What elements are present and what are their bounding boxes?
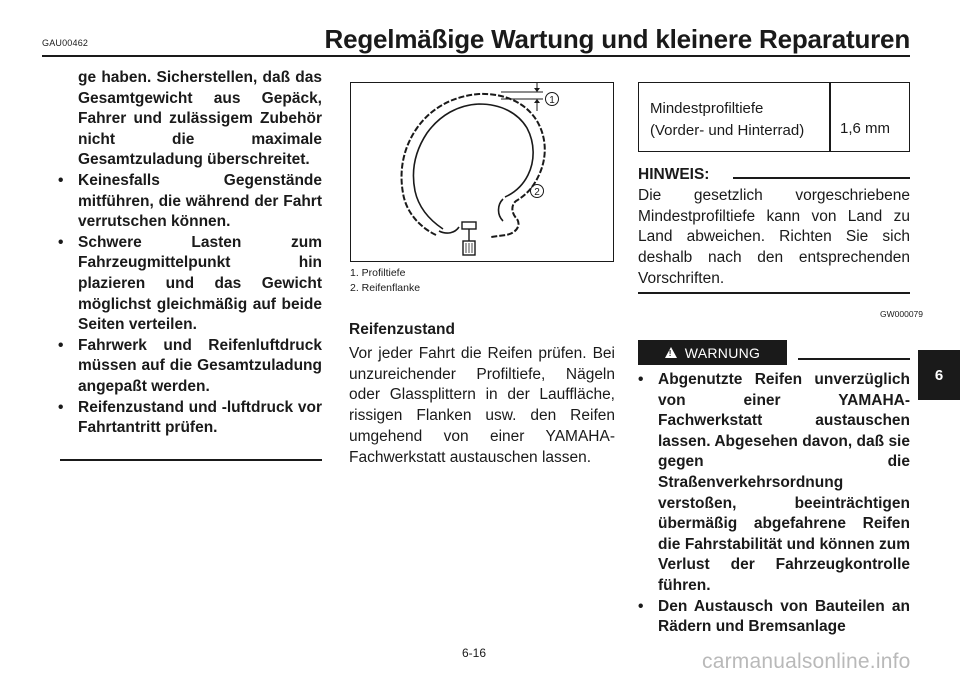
list-item [50, 398, 322, 439]
bullet-symbol: • [638, 371, 644, 388]
load-bullet-list [50, 171, 322, 439]
figure-captions [350, 266, 420, 296]
spec-table-divider [829, 82, 831, 152]
document-code: GAU00462 [42, 38, 89, 48]
list-item-text: Den Austausch von Bauteilen an Rädern und Bremsanlage [658, 597, 910, 636]
bullet-symbol: • [58, 233, 64, 251]
warning-exclamation: ! [668, 349, 672, 358]
tire-bead [439, 199, 503, 233]
note-heading: HINWEIS: [638, 166, 710, 183]
figure-caption: 2. Reifenflanke [350, 282, 421, 294]
list-item-text: Schwere Lasten zum Fahrzeugmittelpunkt hin plazieren und das Gewicht möglichst gleichmäßig auf beide Seiten verteilen. [78, 233, 322, 334]
warning-column [638, 370, 910, 638]
tire-outer-contour [402, 94, 545, 237]
list-item [50, 336, 322, 398]
callout-1-label: 1 [549, 95, 555, 106]
warning-label: WARNUNG [684, 344, 761, 361]
title-divider [42, 55, 910, 57]
note-text: Die gesetzlich vorgeschriebene Mindestprofiltiefe kann von Land zu Land abweichen. Richten Sie sich deshalb nach den entsprechenden Vorschriften. [638, 187, 910, 287]
bullet-symbol: • [58, 398, 64, 416]
tire-inner-contour [414, 104, 534, 229]
spec-label-line: (Vorder- und Hinterrad) [650, 122, 805, 139]
tire-cross-section-drawing [351, 83, 612, 260]
tire-cross-section-figure [350, 82, 614, 262]
callout-2-label: 2 [534, 187, 540, 198]
valve-base [462, 222, 476, 229]
spec-label [650, 98, 804, 142]
watermark: carmanualsonline.info [702, 650, 911, 673]
warning-triangle-icon [665, 347, 677, 358]
tire-condition-text: Vor jeder Fahrt die Reifen prüfen. Bei unzureichender Profiltiefe, Nägeln oder Glassplittern in der Lauffläche, rissigen Flanken usw. den Reifen umgehend von einer YAMAHA-Fachwerkstatt austauschen lassen. [349, 345, 615, 466]
spec-value: 1,6 mm [840, 120, 891, 137]
intro-paragraph: ge haben. Sicherstellen, daß das Gesamtgewicht aus Gepäck, Fahrer und zulässigem Zubehör nicht die maximale Gesamtzuladung überschreitet. [78, 69, 322, 169]
page-title: Regelmäßige Wartung und kleinere Reparaturen [324, 24, 910, 54]
list-item-text: Reifenzustand und -luftdruck vor Fahrtantritt prüfen. [78, 398, 322, 437]
tread-depth-arrowhead [534, 88, 540, 92]
warning-heading-rule [798, 358, 910, 360]
spec-label-line: Mindestprofiltiefe [650, 100, 764, 117]
bullet-symbol: • [58, 171, 64, 189]
list-item [50, 233, 322, 336]
chapter-tab: 6 [918, 350, 960, 400]
section-heading: Reifenzustand [349, 321, 455, 338]
note-end-divider [638, 292, 910, 294]
warning-badge [638, 340, 787, 365]
figure-caption: 1. Profiltiefe [350, 267, 406, 279]
note-heading-rule [733, 177, 910, 179]
bullet-symbol: • [638, 597, 644, 615]
list-item-text: Abgenutzte Reifen unverzüglich von einer YAMAHA- Fachwerkstatt austauschen lassen. Abgesehen davon, daß sie gegen die Straßenverkehrsordnung verstoßen, beeinträchtigen übermäßig abgefahrene Reifen die Fahrstabilität und können zum Verlust der Fahrzeugkontrolle führen. [658, 371, 910, 594]
bullet-symbol: • [58, 336, 64, 354]
page-number: 6-16 [462, 646, 487, 660]
list-item [50, 171, 322, 233]
warning-bullet-list [638, 370, 910, 638]
list-item [638, 597, 910, 638]
list-item-text: Keinesfalls Gegenstände mitführen, die während der Fahrt verrutschen können. [78, 171, 322, 231]
left-column [50, 68, 322, 439]
section-end-divider [60, 459, 322, 461]
warning-code: GW000079 [880, 309, 923, 319]
list-item [638, 370, 910, 597]
tread-depth-arrowhead [534, 99, 540, 103]
list-item-text: Fahrwerk und Reifenluftdruck müssen auf die Gesamtzuladung angepaßt werden. [78, 336, 322, 395]
